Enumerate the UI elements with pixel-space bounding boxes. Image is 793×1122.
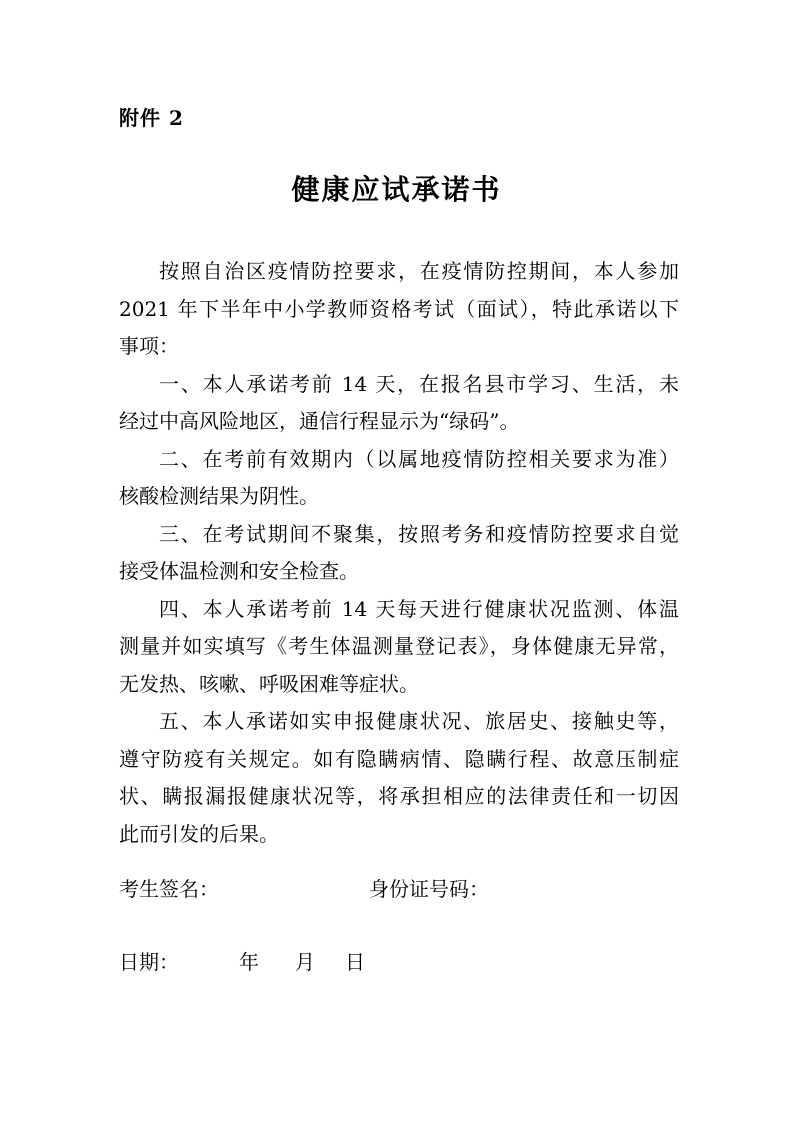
day-label: 日 bbox=[345, 950, 365, 974]
body-line: 四、本人承诺考前 14 天每天进行健康状况监测、体温 bbox=[159, 596, 679, 621]
body-line: 2021 年下半年中小学教师资格考试（面试），特此承诺以下 bbox=[119, 296, 679, 321]
body-line: 测量并如实填写《考生体温测量登记表》，身体健康无异常， bbox=[119, 634, 679, 658]
body-line: 状、瞒报漏报健康状况等，将承担相应的法律责任和一切因 bbox=[119, 784, 679, 808]
body-line: 二、在考前有效期内（以属地疫情防控相关要求为准） bbox=[159, 446, 679, 471]
month-label: 月 bbox=[295, 950, 315, 974]
body-line: 接受体温检测和安全检查。 bbox=[119, 559, 359, 583]
body-line: 一、本人承诺考前 14 天，在报名县市学习、生活，未 bbox=[159, 371, 679, 396]
body-line: 核酸检测结果为阴性。 bbox=[119, 484, 319, 508]
body-line: 三、在考试期间不聚集，按照考务和疫情防控要求自觉 bbox=[159, 521, 679, 546]
body-line: 事项： bbox=[119, 334, 179, 358]
body-line: 经过中高风险地区，通信行程显示为“绿码”。 bbox=[119, 409, 520, 433]
candidate-signature-label: 考生签名： bbox=[119, 877, 219, 901]
date-label: 日期： bbox=[119, 950, 179, 974]
body-line: 遵守防疫有关规定。如有隐瞒病情、隐瞒行程、故意压制症 bbox=[119, 746, 679, 771]
id-number-label: 身份证号码： bbox=[369, 877, 489, 901]
commitment-body bbox=[119, 253, 679, 853]
body-line: 此而引发的后果。 bbox=[119, 821, 279, 846]
year-label: 年 bbox=[239, 950, 259, 974]
attachment-label: 附件 2 bbox=[119, 106, 184, 130]
body-line: 五、本人承诺如实申报健康状况、旅居史、接触史等， bbox=[159, 709, 679, 733]
body-line: 按照自治区疫情防控要求，在疫情防控期间，本人参加 bbox=[159, 259, 679, 283]
body-line: 无发热、咳嗽、呼吸困难等症状。 bbox=[119, 671, 419, 696]
document-title: 健康应试承诺书 bbox=[291, 173, 502, 206]
